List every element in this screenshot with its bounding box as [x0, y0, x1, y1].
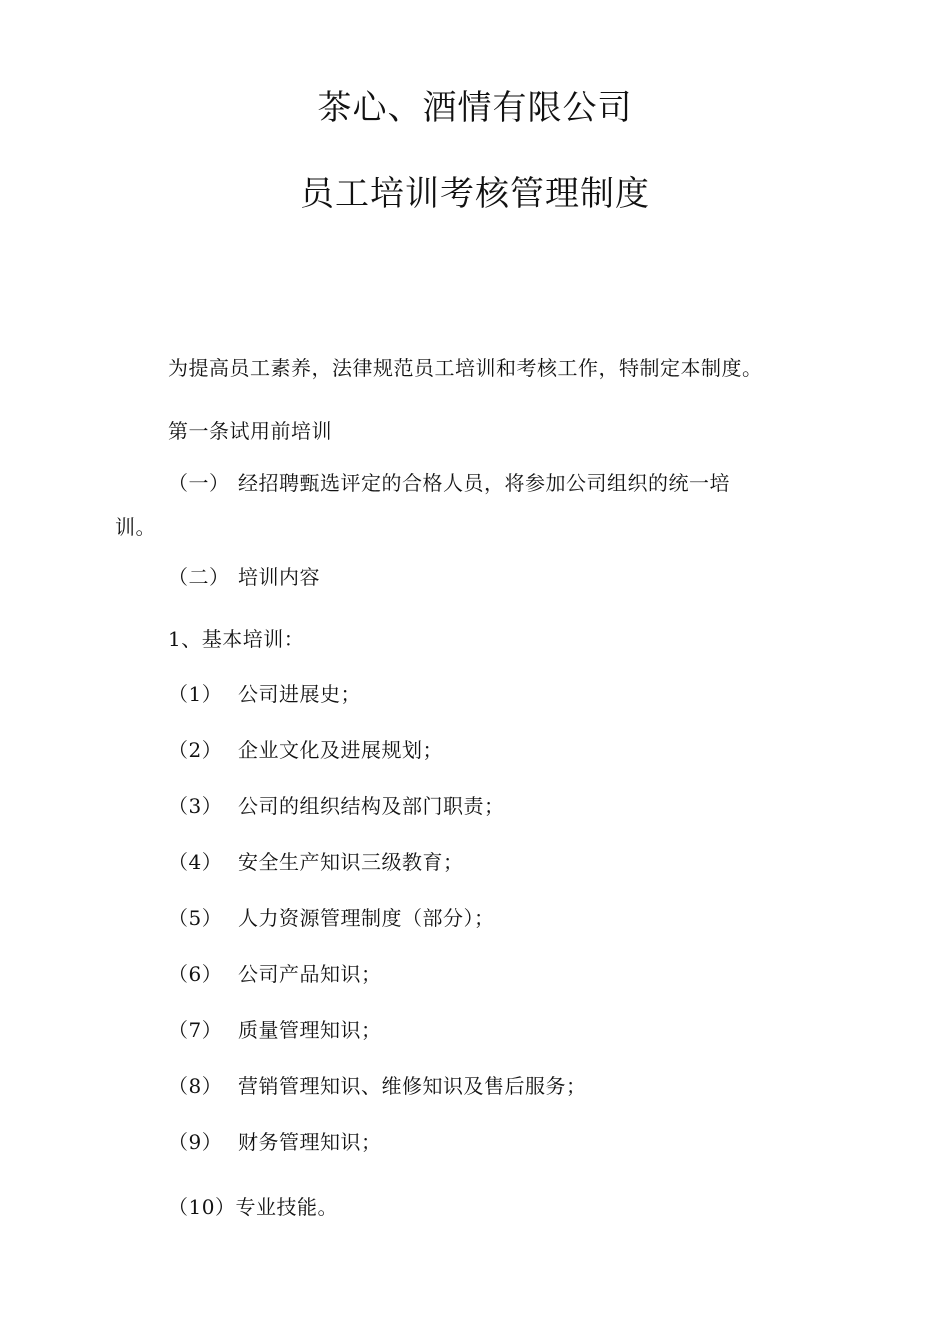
- list-marker: （4）: [168, 850, 223, 874]
- intro-paragraph: 为提高员工素养，法律规范员工培训和考核工作，特制定本制度。: [168, 356, 763, 380]
- document-title: 员工培训考核管理制度: [300, 174, 650, 214]
- list-marker: （3）: [168, 794, 223, 818]
- list-marker: （10）: [168, 1195, 236, 1219]
- training-list-item: [168, 958, 382, 987]
- training-list-item: [168, 902, 495, 931]
- item-two-text: 培训内容: [238, 565, 320, 589]
- basic-training-heading: 1、基本培训：: [168, 627, 305, 651]
- training-list-item: [168, 1014, 382, 1043]
- list-text: 财务管理知识；: [238, 1130, 382, 1154]
- item-one-line2: 训。: [115, 515, 156, 539]
- list-text: 营销管理知识、维修知识及售后服务；: [238, 1074, 587, 1098]
- list-marker: （8）: [168, 1074, 223, 1098]
- item-one-line1: [168, 467, 730, 496]
- item-one-marker: （一）: [168, 471, 230, 495]
- list-marker: （7）: [168, 1018, 223, 1042]
- list-text: 人力资源管理制度（部分）；: [238, 906, 495, 930]
- company-title: 茶心、酒情有限公司: [317, 88, 633, 128]
- list-marker: （5）: [168, 906, 223, 930]
- item-one-text: 经招聘甄选评定的合格人员，将参加公司组织的统一培: [238, 471, 730, 495]
- training-list-item: [168, 846, 464, 875]
- training-list-item: [168, 1070, 587, 1099]
- item-two: [168, 561, 320, 590]
- list-text: 公司的组织结构及部门职责；: [238, 794, 505, 818]
- list-text: 质量管理知识；: [238, 1018, 382, 1042]
- list-text: 公司进展史；: [238, 682, 361, 706]
- item-two-marker: （二）: [168, 565, 230, 589]
- article-heading: 第一条试用前培训: [168, 419, 332, 443]
- list-text: 安全生产知识三级教育；: [238, 850, 464, 874]
- training-list-item: [168, 1191, 338, 1220]
- list-text: 专业技能。: [235, 1195, 338, 1219]
- list-marker: （2）: [168, 738, 223, 762]
- list-text: 企业文化及进展规划；: [238, 738, 443, 762]
- training-list-item: [168, 790, 505, 819]
- list-marker: （1）: [168, 682, 223, 706]
- list-text: 公司产品知识；: [238, 962, 382, 986]
- list-marker: （9）: [168, 1130, 223, 1154]
- list-marker: （6）: [168, 962, 223, 986]
- training-list-item: [168, 678, 361, 707]
- training-list-item: [168, 1126, 382, 1155]
- training-list-item: [168, 734, 443, 763]
